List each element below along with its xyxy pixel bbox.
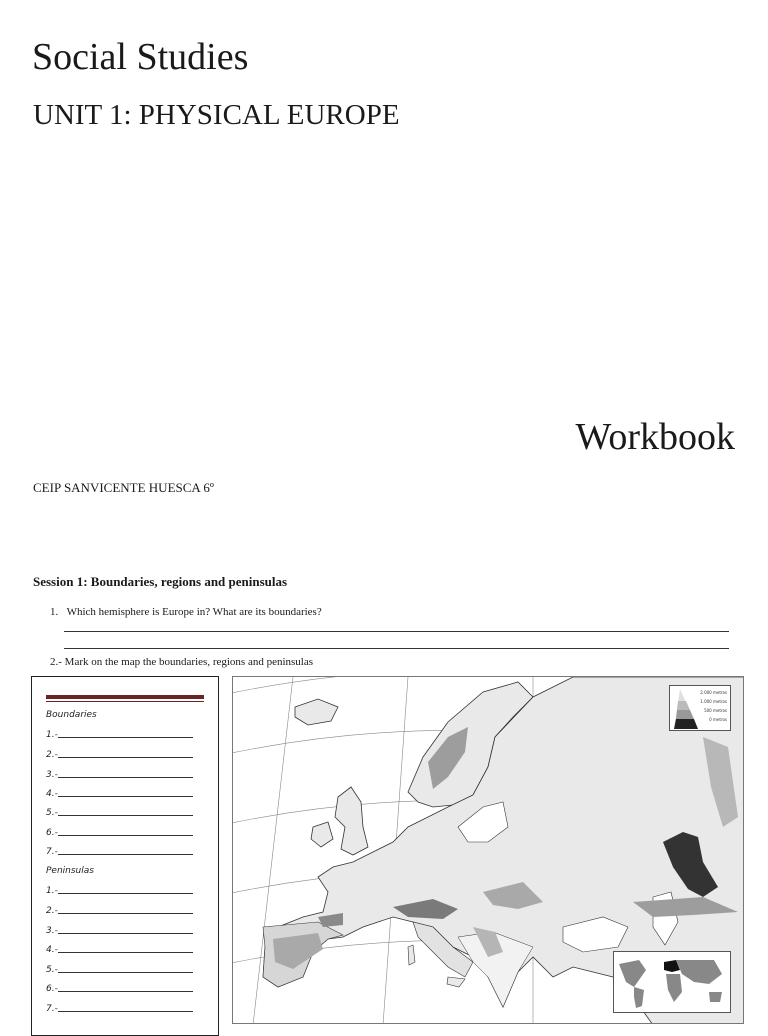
fill-line[interactable] [58,854,193,855]
fill-line[interactable] [58,913,193,914]
boundary-item-6[interactable] [46,828,193,838]
peninsula-item-6[interactable] [46,984,193,994]
question-1-number: 1. [50,606,59,618]
elevation-legend [669,685,731,731]
peninsula-item-7[interactable] [46,1004,193,1014]
item-number: 3.- [46,926,58,936]
peninsula-item-1[interactable] [46,886,193,896]
fill-line[interactable] [58,952,193,953]
legend-label-4: 0 metros [709,717,727,722]
item-number: 1.- [46,730,58,740]
item-number: 1.- [46,886,58,896]
item-number: 5.- [46,808,58,818]
workbook-label: Workbook [575,416,735,458]
boundary-item-4[interactable] [46,789,193,799]
item-number: 4.- [46,789,58,799]
fill-line[interactable] [58,777,193,778]
boundary-item-7[interactable] [46,847,193,857]
legend-label-3: 500 metros [704,708,727,713]
item-number: 3.- [46,770,58,780]
fill-line[interactable] [58,972,193,973]
peninsulas-heading: Peninsulas [46,866,94,876]
legend-triangle [674,689,698,729]
item-number: 6.- [46,984,58,994]
page-title: Social Studies [32,36,249,78]
question-1-text: Which hemisphere is Europe in? What are its boundaries? [66,606,322,618]
answer-line-2[interactable] [64,648,729,649]
peninsula-item-4[interactable] [46,945,193,955]
legend-label-2: 1.000 metros [700,699,727,704]
peninsula-item-2[interactable] [46,906,193,916]
decorative-bar [46,695,204,699]
item-number: 7.- [46,847,58,857]
item-number: 4.- [46,945,58,955]
peninsula-item-5[interactable] [46,965,193,975]
session-heading: Session 1: Boundaries, regions and peninsulas [33,574,288,589]
school-name: CEIP SANVICENTE HUESCA 6º [33,480,214,495]
fill-line[interactable] [58,835,193,836]
fill-line[interactable] [58,757,193,758]
item-number: 2.- [46,906,58,916]
question-1 [50,605,322,619]
fill-line[interactable] [58,991,193,992]
europe-map[interactable] [232,676,744,1024]
boundary-item-2[interactable] [46,750,193,760]
item-number: 5.- [46,965,58,975]
question-2-text: 2.- Mark on the map the boundaries, regions and peninsulas [50,656,314,668]
boundary-item-3[interactable] [46,770,193,780]
fill-line[interactable] [58,893,193,894]
boundary-item-5[interactable] [46,808,193,818]
item-number: 2.- [46,750,58,760]
fill-line[interactable] [58,796,193,797]
item-number: 6.- [46,828,58,838]
answer-line-1[interactable] [64,631,729,632]
world-locator-map [613,951,731,1013]
legend-label-1: 2.000 metros [700,690,727,695]
fill-line[interactable] [58,1011,193,1012]
item-number: 7.- [46,1004,58,1014]
decorative-bar-thin [46,701,204,702]
boundaries-heading: Boundaries [46,710,97,720]
fill-line[interactable] [58,815,193,816]
world-map-icon [614,952,730,1012]
unit-title: UNIT 1: PHYSICAL EUROPE [33,99,400,131]
peninsula-item-3[interactable] [46,926,193,936]
answer-box [31,676,219,1036]
fill-line[interactable] [58,933,193,934]
fill-line[interactable] [58,737,193,738]
boundary-item-1[interactable] [46,730,193,740]
